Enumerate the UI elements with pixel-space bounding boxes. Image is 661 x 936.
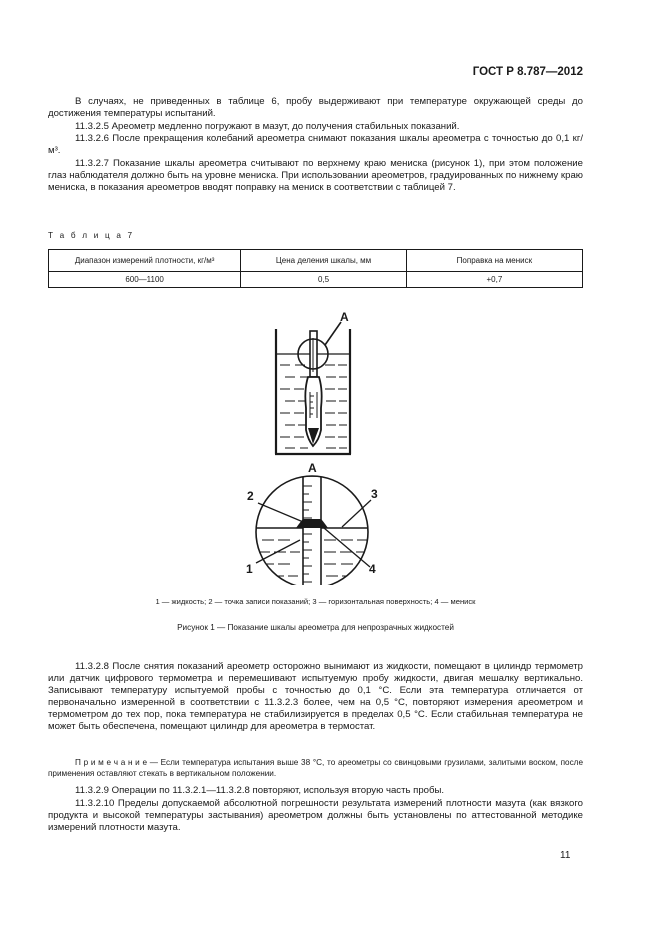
note-label: П р и м е ч а н и е — [75, 758, 148, 767]
callout-4: 4 — [369, 562, 376, 576]
standard-designation: ГОСТ Р 8.787—2012 — [472, 66, 583, 78]
hydrometer — [305, 331, 321, 446]
paragraph-11-3-2-10: 11.3.2.10 Пределы допускаемой абсолютной погрешности результата измерений плотности мазута (как вязкого продукта и высокой температуры застывания) ареометром должны быть установлены по аттестованной методике измерений плотности мазута. — [48, 798, 583, 834]
meniscus-correction-table — [48, 249, 583, 288]
callout-3: 3 — [371, 487, 378, 501]
table-header-correction: Поправка на мениск — [406, 250, 582, 272]
figure-label-a-bottom: А — [308, 461, 317, 475]
paragraph-11-3-2-5: 11.3.2.5 Ареометр медленно погружают в мазут, до получения стабильных показаний. — [75, 121, 460, 132]
paragraph-11-3-2-7: 11.3.2.7 Показание шкалы ареометра считывают по верхнему краю мениска (рисунок 1), при этом положение глаз наблюдателя должно быть на уровне мениска. При использовании ареометров, градуированных по нижнему краю мениска, в показания ареометров вводят поправку на мениск в соответствии с таблицей 7. — [48, 158, 583, 194]
callout-2: 2 — [247, 489, 254, 503]
paragraph-intro: В случаях, не приведенных в таблице 6, пробу выдерживают при температуре окружающей среды до достижения температуры испытаний. — [48, 96, 583, 120]
paragraph-11-3-2-9: 11.3.2.9 Операции по 11.3.2.1—11.3.2.8 повторяют, используя вторую часть пробы. — [75, 785, 445, 796]
cylinder-diagram — [275, 310, 351, 454]
table-label: Т а б л и ц а 7 — [48, 231, 135, 240]
hydrometer-figure — [0, 300, 661, 585]
paragraph-11-3-2-6: 11.3.2.6 После прекращения колебаний ареометра снимают показания шкалы ареометра с точностью до 0,1 кг/м³. — [48, 133, 583, 157]
note — [48, 757, 583, 779]
table-header-range: Диапазон измерений плотности, кг/м³ — [49, 250, 241, 272]
figure-legend: 1 — жидкость; 2 — точка записи показаний; 3 — горизонтальная поверхность; 4 — мениск — [155, 597, 476, 606]
table-cell-correction: +0,7 — [406, 272, 582, 288]
callout-1: 1 — [246, 562, 253, 576]
note-text: — Если температура испытания выше 38 °C, то ареометры со свинцовыми грузилами, залитыми воском, после применения оставляют стекать в вертикальном положении. — [48, 758, 583, 778]
table-header-division: Цена деления шкалы, мм — [241, 250, 407, 272]
page-number: 11 — [560, 850, 571, 861]
figure-caption: Рисунок 1 — Показание шкалы ареометра для непрозрачных жидкостей — [177, 623, 454, 632]
callout-leader-a — [325, 322, 341, 345]
table-cell-division: 0,5 — [241, 272, 407, 288]
table-cell-range: 600—1100 — [49, 272, 241, 288]
paragraph-11-3-2-8: 11.3.2.8 После снятия показаний ареометр осторожно вынимают из жидкости, помещают в цилиндр термометр или датчик цифрового термометра и перемешивают испытуемую пробу жидкости, двигая мешалку вертикально. Записывают температуру испытуемой пробы с точностью до 0,1 °C. Если эта температура отличается от первоначально измеренной в соответствии с 11.3.2.3 более, чем на 0,5 °C, повторяют измерения ареометром и термометром до тех пор, пока температура не стабилизируется в пределах 0,5 °C. Если стабильная температура не может быть обеспечена, помещают цилиндр для ареометра в термостат. — [48, 661, 583, 733]
figure-label-a-top: А — [340, 310, 349, 324]
table-row — [49, 272, 583, 288]
detail-view — [246, 461, 378, 585]
